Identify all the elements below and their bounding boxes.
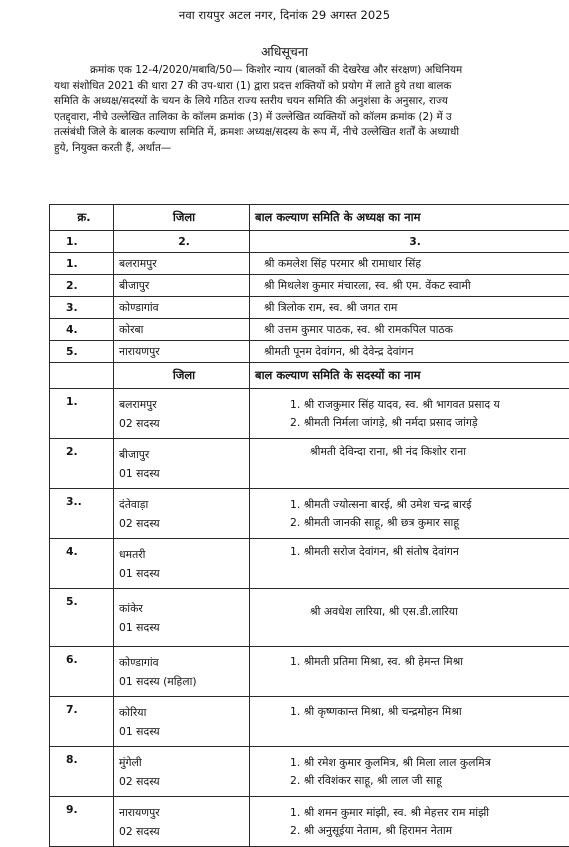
table-row [50, 341, 569, 363]
table-row [50, 389, 569, 439]
row-district-block [114, 747, 250, 797]
row-district: बलरामपुर [119, 395, 249, 414]
member-name: 2. श्री रविशंकर साहू, श्री लाल जी साहू [290, 772, 569, 790]
row-name: श्री कमलेश सिंह परमार श्री रामाधार सिंह [250, 253, 569, 275]
row-sno: 1. [50, 389, 114, 439]
row-sno: 6. [50, 647, 114, 697]
column-number: 2. [114, 231, 250, 253]
header-district: जिला [114, 363, 250, 389]
row-district: बलरामपुर [114, 253, 250, 275]
row-district-block [114, 697, 250, 747]
table-row [50, 539, 569, 589]
row-member-names [250, 797, 569, 847]
row-district: दंतेवाड़ा [119, 495, 249, 514]
row-member-count: 02 सदस्य [119, 514, 249, 533]
header-district: जिला [114, 205, 250, 231]
notification-paragraph [54, 63, 569, 157]
row-member-names [250, 647, 569, 697]
row-district-block [114, 539, 250, 589]
row-district: कोण्डागांव [119, 653, 249, 672]
row-sno: 5. [50, 341, 114, 363]
row-member-count: 01 सदस्य [119, 564, 249, 583]
member-name: श्रीमती देविन्दा राना, श्री नंद किशोर राना [310, 443, 569, 461]
row-sno: 5. [50, 589, 114, 647]
row-sno: 4. [50, 539, 114, 589]
paragraph-line: समिति के अध्यक्ष/सदस्यों के चयन के लिये गठित राज्य स्तरीय चयन समिति की अनुशंसा के अनुसार, राज्य [54, 94, 569, 110]
table-row [50, 297, 569, 319]
table-header-chairperson [50, 205, 569, 231]
paragraph-line: तत्संबंधी जिले के बालक कल्याण समिति में, क्रमशः अध्यक्ष/सदस्य के रूप में, नीचे उल्लेखित शर्तों के अध्याधी [54, 125, 569, 141]
header-empty [50, 363, 114, 389]
row-member-count: 02 सदस्य [119, 772, 249, 791]
row-sno: 9. [50, 797, 114, 847]
row-sno: 2. [50, 439, 114, 489]
row-sno: 2. [50, 275, 114, 297]
row-member-count: 01 सदस्य (महिला) [119, 672, 249, 691]
table-row [50, 319, 569, 341]
row-member-names [250, 389, 569, 439]
dateline: नवा रायपुर अटल नगर, दिनांक 29 अगस्त 2025 [0, 8, 569, 23]
row-sno: 8. [50, 747, 114, 797]
member-name: 1. श्रीमती ज्योत्सना बारई, श्री उमेश चन्द्र बारई [290, 496, 569, 514]
paragraph-line: यथा संशोधित 2021 की धारा 27 की उप-धारा (1) द्वारा प्रदत्त शक्तियों को प्रयोग में लाते हुये तथा बालक [54, 79, 569, 95]
row-district: धमतरी [119, 545, 249, 564]
row-member-names [250, 439, 569, 489]
table-row [50, 253, 569, 275]
row-district: कोरबा [114, 319, 250, 341]
row-sno: 4. [50, 319, 114, 341]
paragraph-line: एतद्द्वारा, नीचे उल्लेखित तालिका के कॉलम क्रमांक (3) में उल्लेखित व्यक्तियों को कॉलम क्रमांक (2) में उ [54, 110, 569, 126]
row-member-names [250, 539, 569, 589]
row-sno: 7. [50, 697, 114, 747]
header-members-name: बाल कल्याण समिति के सदस्यों का नाम [250, 363, 569, 389]
row-sno: 3. [50, 297, 114, 319]
row-district: नारायणपुर [114, 341, 250, 363]
member-name: 2. श्रीमती जानकी साहू, श्री छत्र कुमार साहू [290, 514, 569, 532]
column-numbering-row [50, 231, 569, 253]
appointment-table [49, 204, 569, 847]
header-sno: क्र. [50, 205, 114, 231]
row-district: बीजापुर [119, 445, 249, 464]
row-member-count: 01 सदस्य [119, 618, 249, 637]
paragraph-line: हुये, नियुक्त करती हैं, अर्थात— [54, 141, 569, 157]
row-member-count: 01 सदस्य [119, 722, 249, 741]
column-number: 3. [250, 231, 569, 253]
table-header-members [50, 363, 569, 389]
member-name: 1. श्री शमन कुमार मांझी, स्व. श्री मेहत्तर राम मांझी [290, 804, 569, 822]
header-chairperson-name: बाल कल्याण समिति के अध्यक्ष का नाम [250, 205, 569, 231]
member-name: 1. श्रीमती सरोज देवांगन, श्री संतोष देवांगन [290, 543, 569, 561]
table-row [50, 647, 569, 697]
row-member-count: 02 सदस्य [119, 414, 249, 433]
row-district: मुंगेली [119, 753, 249, 772]
member-name: 1. श्रीमती प्रतिमा मिश्रा, स्व. श्री हेमन्त मिश्रा [290, 653, 569, 671]
member-name: 2. श्री अनुसूईया नेताम, श्री हिरामन नेताम [290, 822, 569, 840]
row-name: श्रीमती पूनम देवांगन, श्री देवेन्द्र देवांगन [250, 341, 569, 363]
row-district-block [114, 589, 250, 647]
row-member-count: 01 सदस्य [119, 464, 249, 483]
member-name: 1. श्री रमेश कुमार कुलमित्र, श्री मिला लाल कुलमित्र [290, 754, 569, 772]
table-row [50, 747, 569, 797]
member-name: 2. श्रीमती निर्मला जांगड़े, श्री नर्मदा प्रसाद जांगड़े [290, 414, 569, 432]
table-row [50, 275, 569, 297]
paragraph-line: क्रमांक एक 12-4/2020/मबावि/50— किशोर न्याय (बालकों की देखरेख और संरक्षण) अधिनियम [54, 63, 569, 79]
row-name: श्री त्रिलोक राम, स्व. श्री जगत राम [250, 297, 569, 319]
row-district-block [114, 797, 250, 847]
row-member-names [250, 589, 569, 647]
table-row [50, 697, 569, 747]
row-district-block [114, 489, 250, 539]
member-name: 1. श्री कृष्णकान्त मिश्रा, श्री चन्द्रमोहन मिश्रा [290, 703, 569, 721]
row-district-block [114, 439, 250, 489]
row-district: बीजापुर [114, 275, 250, 297]
row-member-count: 02 सदस्य [119, 822, 249, 841]
table-row [50, 589, 569, 647]
table-row [50, 489, 569, 539]
row-district-block [114, 389, 250, 439]
row-sno: 1. [50, 253, 114, 275]
member-name: श्री अवधेश लारिया, श्री एस.डी.लारिया [310, 603, 569, 621]
row-member-names [250, 697, 569, 747]
member-name: 1. श्री राजकुमार सिंह यादव, स्व. श्री भागवत प्रसाद य [290, 396, 569, 414]
table-row [50, 439, 569, 489]
notification-title: अधिसूचना [0, 43, 569, 60]
row-member-names [250, 489, 569, 539]
row-name: श्री मिथलेश कुमार मंचारला, स्व. श्री एम. वेंकट स्वामी [250, 275, 569, 297]
row-sno: 3.. [50, 489, 114, 539]
row-district-block [114, 647, 250, 697]
row-name: श्री उत्तम कुमार पाठक, स्व. श्री रामकपिल पाठक [250, 319, 569, 341]
column-number: 1. [50, 231, 114, 253]
row-district: कांकेर [119, 599, 249, 618]
row-district: कोण्डागांव [114, 297, 250, 319]
row-district: कोरिया [119, 703, 249, 722]
row-district: नारायणपुर [119, 803, 249, 822]
row-member-names [250, 747, 569, 797]
table-row [50, 797, 569, 847]
